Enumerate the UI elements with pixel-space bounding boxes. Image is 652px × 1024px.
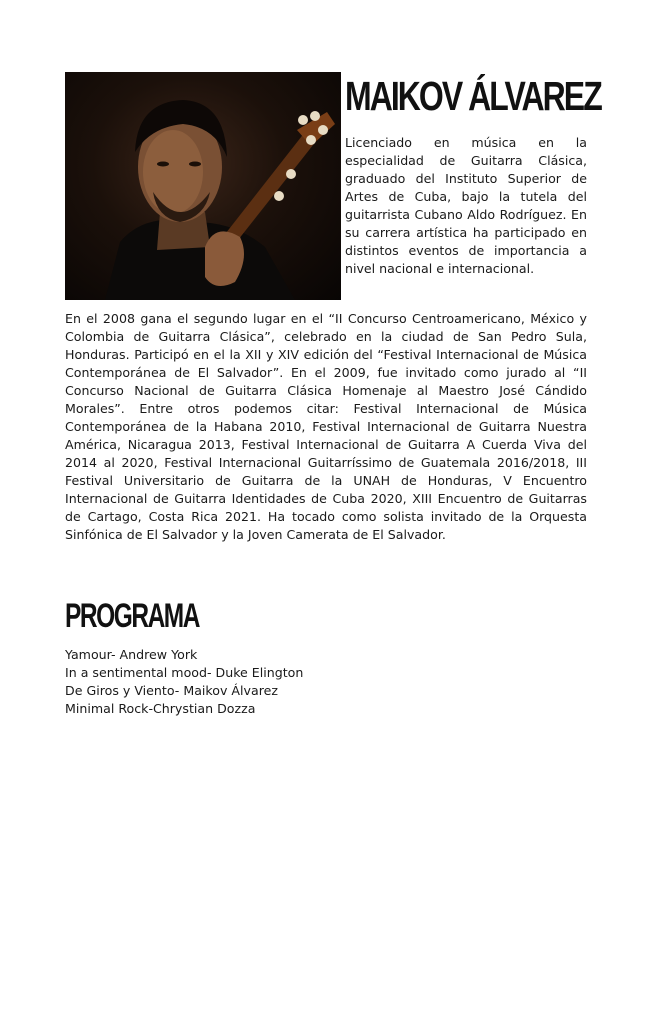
artist-name: MAIKOV ÁLVAREZ [345,73,601,119]
program-list [65,646,303,718]
program-item: In a sentimental mood- Duke Elington [65,665,304,680]
artist-bio: En el 2008 gana el segundo lugar en el “II Concurso Centroamericano, México y Colombia de Guitarra Clásica”, celebrado en la ciudad de San Pedro Sula, Honduras. Participó en el la XII y XIV edición del “Festival Internacional de Música Contemporánea de El Salvador”. En el 2009, fue invitado como jurado al “II Concurso Nacional de Guitarra Clásica Homenaje al Maestro José Cándido Morales”. Entre otros podemos citar: Festival Internacional de Música Contemporánea de la Habana 2010, Festival Internacional de Guitarra Nuestra América, Nicaragua 2013, Festival Internacional de Guitarra A Cuerda Viva del 2014 al 2020, Festival Internacional Guitarríssimo de Guatemala 2016/2018, III Festival Universitario de Guitarra de la UNAH de Honduras, V Encuentro Internacional de Guitarra Identidades de Cuba 2020, XIII Encuentro de Guitarras de Cartago, Costa Rica 2021. Ha tocado como solista invitado de la Orquesta Sinfónica de El Salvador y la Joven Camerata de El Salvador. [65,311,587,542]
program-item: De Giros y Viento- Maikov Álvarez [65,683,278,698]
program-item: Minimal Rock-Chrystian Dozza [65,701,256,716]
artist-intro: Licenciado en música en la especialidad de Guitarra Clásica, graduado del Instituto Superior de Artes de Cuba, bajo la tutela del guitarrista Cubano Aldo Rodríguez. En su carrera artística ha participado en distintos eventos de importancia a nivel nacional e internacional. [345,135,587,276]
artist-photo [65,72,341,300]
program-item: Yamour- Andrew York [65,647,198,662]
program-title: PROGRAMA [65,597,199,635]
